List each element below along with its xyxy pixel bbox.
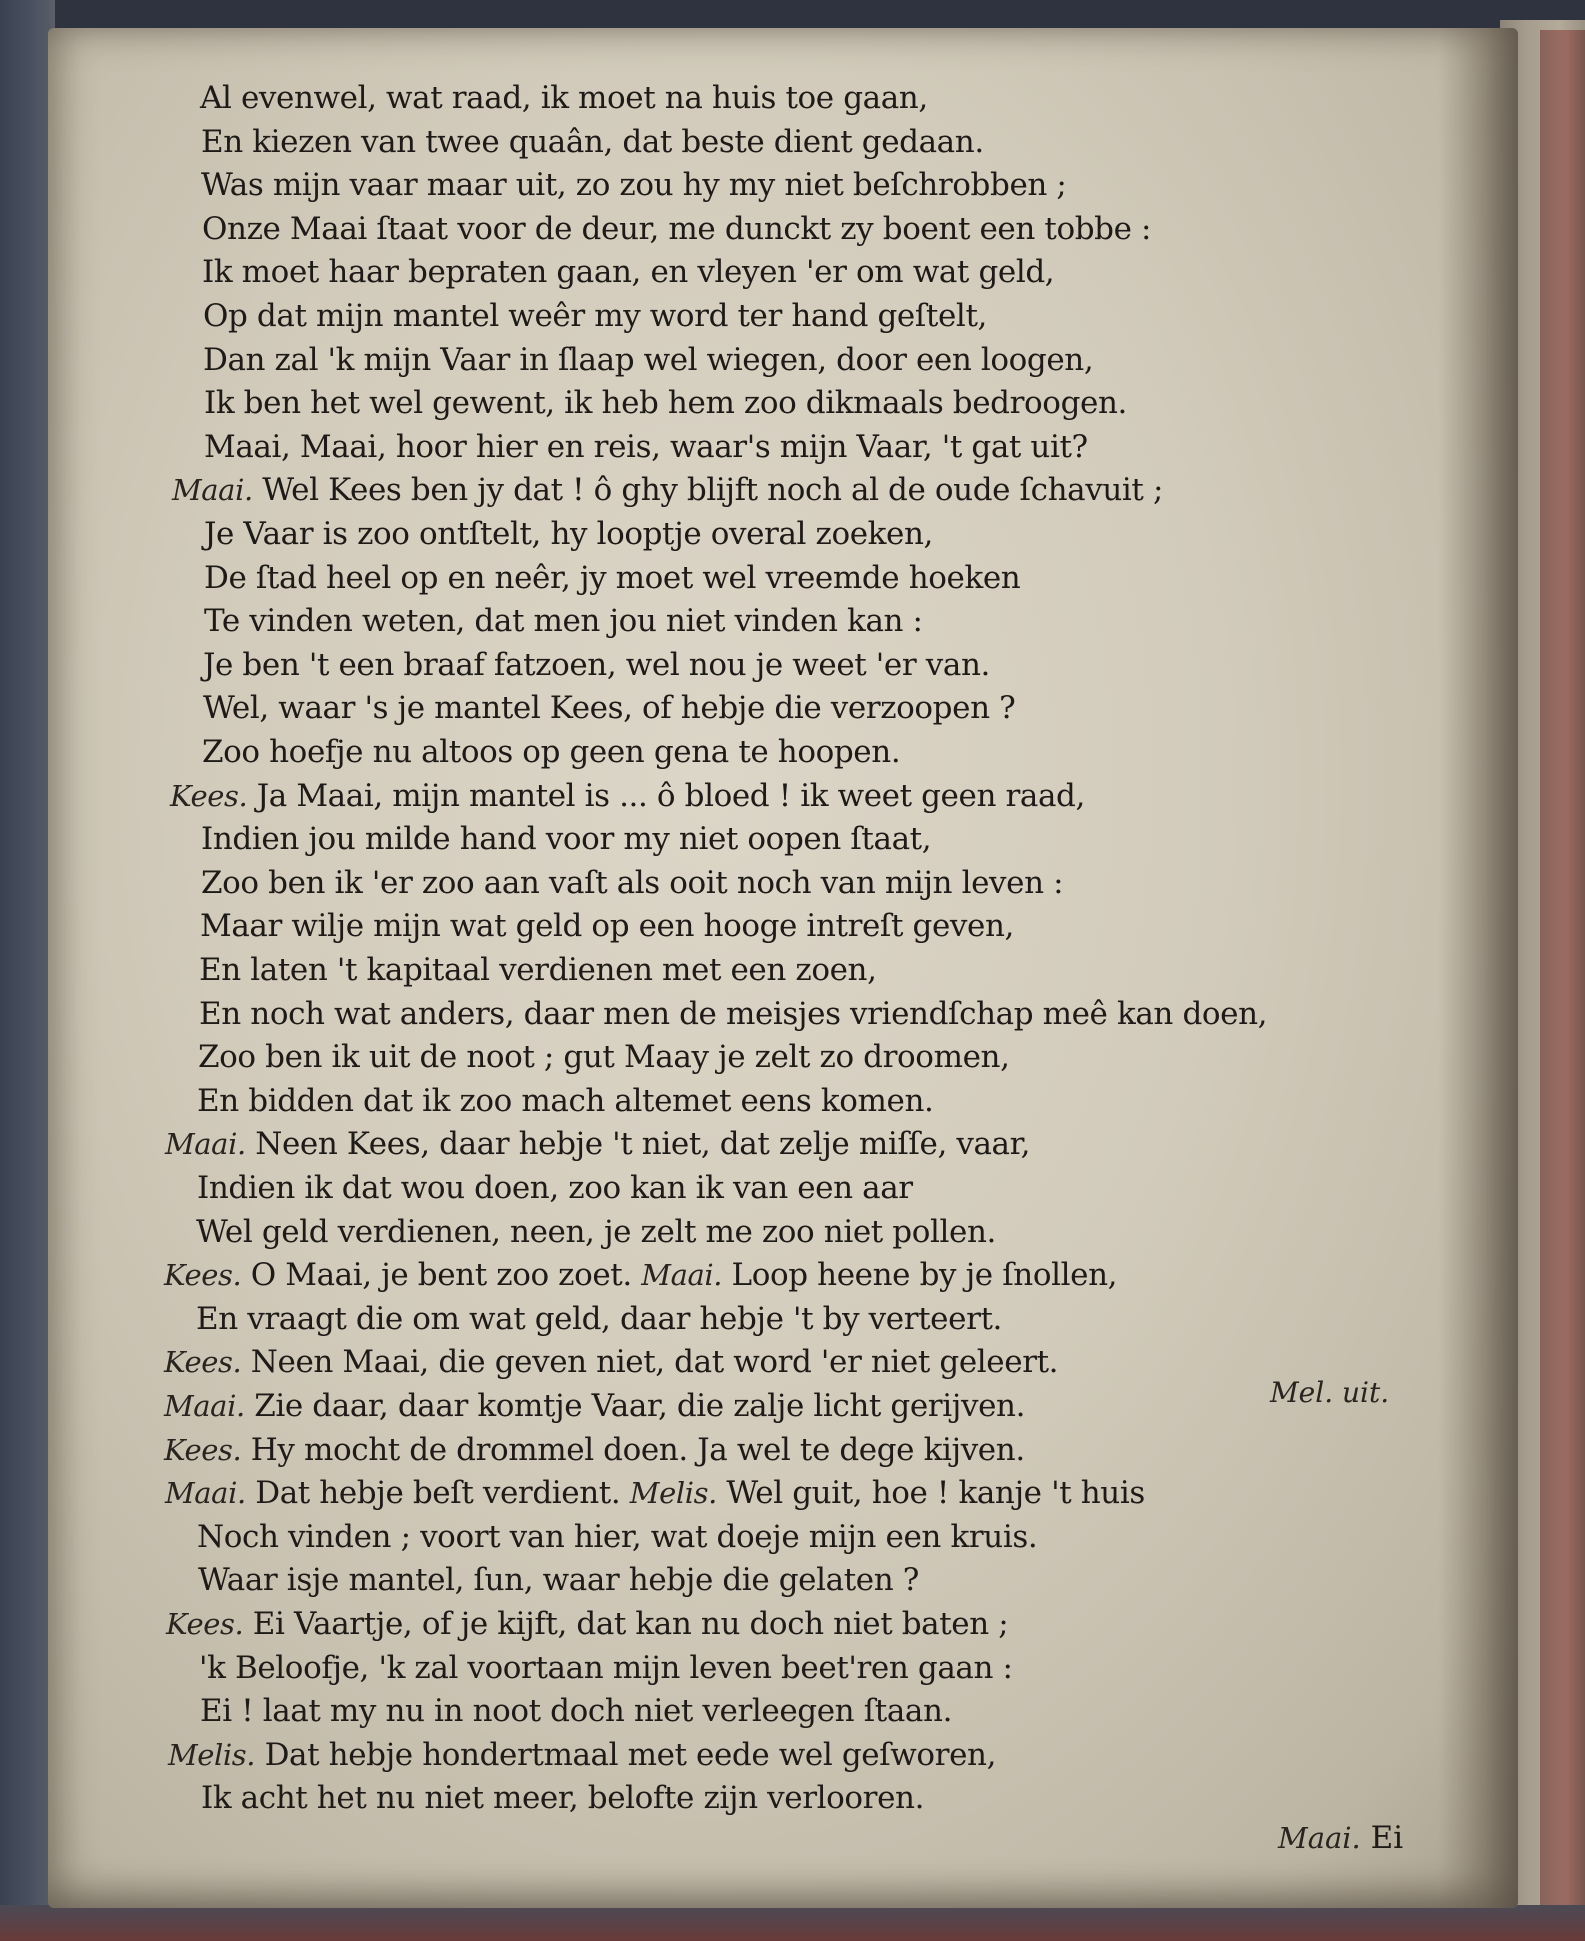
speaker-name: Maai. xyxy=(172,473,253,508)
speaker-name: Maai. xyxy=(641,1258,723,1293)
verse-line xyxy=(196,1299,1002,1339)
verse-line xyxy=(198,1560,919,1600)
line-text: En vraagt die om wat geld, daar hebje 't by verteert. xyxy=(196,1300,1003,1337)
verse-line xyxy=(201,863,1063,903)
line-text: Ja Maai, mijn mantel is ... ô bloed ! ik weet geen raad, xyxy=(256,777,1085,814)
verse-line xyxy=(172,470,1163,510)
verse-line xyxy=(202,732,900,772)
line-text: 'k Beloofje, 'k zal voortaan mijn leven beet'ren gaan : xyxy=(199,1649,1013,1686)
line-text: Ik moet haar bepraten gaan, en vleyen 'er om wat geld, xyxy=(202,254,1055,291)
catchword xyxy=(1278,1818,1403,1858)
verse-line xyxy=(199,994,1267,1034)
verse-line xyxy=(204,558,1020,598)
speaker-name: Maai. xyxy=(165,1476,246,1511)
verse-line xyxy=(165,1473,1145,1513)
line-text: Neen Maai, die geven niet, dat word 'er niet geleert. xyxy=(250,1344,1059,1381)
line-text: Ik acht het nu niet meer, belofte zijn verlooren. xyxy=(201,1780,925,1817)
verse-line xyxy=(204,427,1088,467)
verse-line xyxy=(197,1168,913,1208)
verse-line xyxy=(199,1648,1013,1688)
verse-line xyxy=(203,296,987,336)
verse-line xyxy=(204,514,933,554)
line-text: Noch vinden ; voort van hier, wat doeje mijn een kruis. xyxy=(197,1518,1038,1555)
line-text: En kiezen van twee quaân, dat beste dient gedaan. xyxy=(201,123,984,160)
line-text: Zoo hoefje nu altoos op geen gena te hoopen. xyxy=(202,734,901,770)
line-text: Wel guit, hoe ! kanje 't huis xyxy=(726,1475,1145,1512)
verse-line xyxy=(197,1081,934,1121)
line-text: Op dat mijn mantel weêr my word ter hand geſtelt, xyxy=(203,298,987,334)
verse-line xyxy=(202,252,1054,292)
line-text: Dat hebje hondertmaal met eede wel geſworen, xyxy=(264,1736,997,1773)
line-text: En bidden dat ik zoo mach altemet eens komen. xyxy=(197,1082,934,1119)
line-text: Maar wilje mijn wat geld op een hooge intreſt geven, xyxy=(200,908,1014,945)
verse-line xyxy=(204,383,1127,423)
verse-line xyxy=(201,1778,924,1818)
line-text: Zoo ben ik 'er zoo aan vaſt als ooit noch van mijn leven : xyxy=(201,864,1064,901)
verse-line xyxy=(164,1342,1058,1382)
line-text: Maai, Maai, hoor hier en reis, waar's mijn Vaar, 't gat uit? xyxy=(204,428,1088,465)
background-bottom xyxy=(0,1905,1585,1941)
book-page xyxy=(48,28,1518,1908)
verse-line xyxy=(201,165,1066,205)
line-text: O Maai, je bent zoo zoet. xyxy=(250,1257,632,1294)
verse-line xyxy=(200,78,928,118)
verse-line xyxy=(196,1212,996,1252)
verse-line xyxy=(202,209,1151,249)
line-text: Wel Kees ben jy dat ! ô ghy blijft noch al de oude ſchavuit ; xyxy=(262,472,1163,509)
line-text: Je ben 't een braaf fatzoen, wel nou je weet 'er van. xyxy=(203,646,990,683)
verse-line xyxy=(203,688,1015,728)
line-text: Wel geld verdienen, neen, je zelt me zoo niet pollen. xyxy=(196,1213,997,1250)
verse-line xyxy=(197,1517,1037,1557)
line-text: Waar isje mantel, ſun, waar hebje die gelaten ? xyxy=(198,1562,919,1599)
line-text: Al evenwel, wat raad, ik moet na huis toe gaan, xyxy=(200,80,928,116)
line-text: En noch wat anders, daar men de meisjes vriendſchap meê kan doen, xyxy=(199,995,1268,1032)
verse-line xyxy=(204,601,923,641)
verse-line xyxy=(164,1255,1117,1295)
line-text: Ei Vaartje, of je kijft, dat kan nu doch niet baten ; xyxy=(252,1606,1009,1642)
verse-line xyxy=(199,950,877,990)
verse-line xyxy=(203,340,1093,380)
verse-text xyxy=(48,28,1518,1908)
speaker-name: Maai. xyxy=(164,1389,245,1423)
speaker-name: Kees. xyxy=(164,1258,242,1293)
line-text: Was mijn vaar maar uit, zo zou hy my niet beſchrobben ; xyxy=(201,167,1067,204)
verse-line xyxy=(164,1430,1025,1470)
line-text: Neen Kees, daar hebje 't niet, dat zelje miſſe, vaar, xyxy=(255,1126,1031,1163)
line-text: Ei ! laat my nu in noot doch niet verleegen ſtaan. xyxy=(200,1693,953,1730)
verse-line xyxy=(200,906,1014,946)
verse-line xyxy=(166,1604,1008,1644)
verse-line xyxy=(201,819,931,859)
verse-line xyxy=(203,645,990,685)
speaker-name: Kees. xyxy=(170,778,248,813)
speaker-name: Melis. xyxy=(629,1476,717,1511)
binding-edge xyxy=(1540,30,1585,1905)
verse-line xyxy=(165,1124,1030,1164)
line-text: Indien jou milde hand voor my niet oopen ſtaat, xyxy=(201,821,932,858)
line-text: Zoo ben ik uit de noot ; gut Maay je zelt zo droomen, xyxy=(198,1039,1010,1076)
speaker-name: Kees. xyxy=(164,1345,242,1380)
stage-direction: Mel. uit. xyxy=(1270,1376,1390,1409)
line-text: Wel, waar 's je mantel Kees, of hebje die verzoopen ? xyxy=(203,690,1016,727)
verse-line xyxy=(201,122,984,162)
catchword-text: Ei xyxy=(1370,1820,1404,1856)
line-text: Dat hebje beſt verdient. xyxy=(255,1475,621,1512)
line-text: De ſtad heel op en neêr, jy moet wel vreemde hoeken xyxy=(204,559,1021,596)
speaker-name: Kees. xyxy=(164,1432,242,1467)
line-text: Indien ik dat wou doen, zoo kan ik van een aar xyxy=(197,1170,913,1206)
speaker-name: Maai. xyxy=(165,1127,246,1162)
catchword-speaker: Maai. xyxy=(1278,1821,1361,1855)
background-left xyxy=(0,0,55,1941)
line-text: En laten 't kapitaal verdienen met een zoen, xyxy=(199,952,877,988)
verse-line xyxy=(200,1691,952,1731)
verse-line xyxy=(198,1037,1010,1077)
line-text: Onze Maai ſtaat voor de deur, me dunckt zy boent een tobbe : xyxy=(202,210,1152,247)
verse-line xyxy=(168,1735,996,1775)
verse-line xyxy=(170,776,1085,816)
line-text: Je Vaar is zoo ontſtelt, hy looptje overal zoeken, xyxy=(204,516,934,552)
verse-line xyxy=(164,1386,1025,1426)
line-text: Dan zal 'k mijn Vaar in ſlaap wel wiegen, door een loogen, xyxy=(203,341,1094,378)
line-text: Hy mocht de drommel doen. Ja wel te dege kijven. xyxy=(250,1431,1025,1468)
line-text: Loop heene by je ſnollen, xyxy=(731,1257,1118,1294)
background-top xyxy=(0,0,1585,30)
line-text: Zie daar, daar komtje Vaar, die zalje licht gerijven. xyxy=(254,1388,1026,1424)
line-text: Ik ben het wel gewent, ik heb hem zoo dikmaals bedroogen. xyxy=(204,385,1127,422)
speaker-name: Melis. xyxy=(168,1737,256,1772)
speaker-name: Kees. xyxy=(166,1607,244,1641)
line-text: Te vinden weten, dat men jou niet vinden kan : xyxy=(204,603,923,640)
